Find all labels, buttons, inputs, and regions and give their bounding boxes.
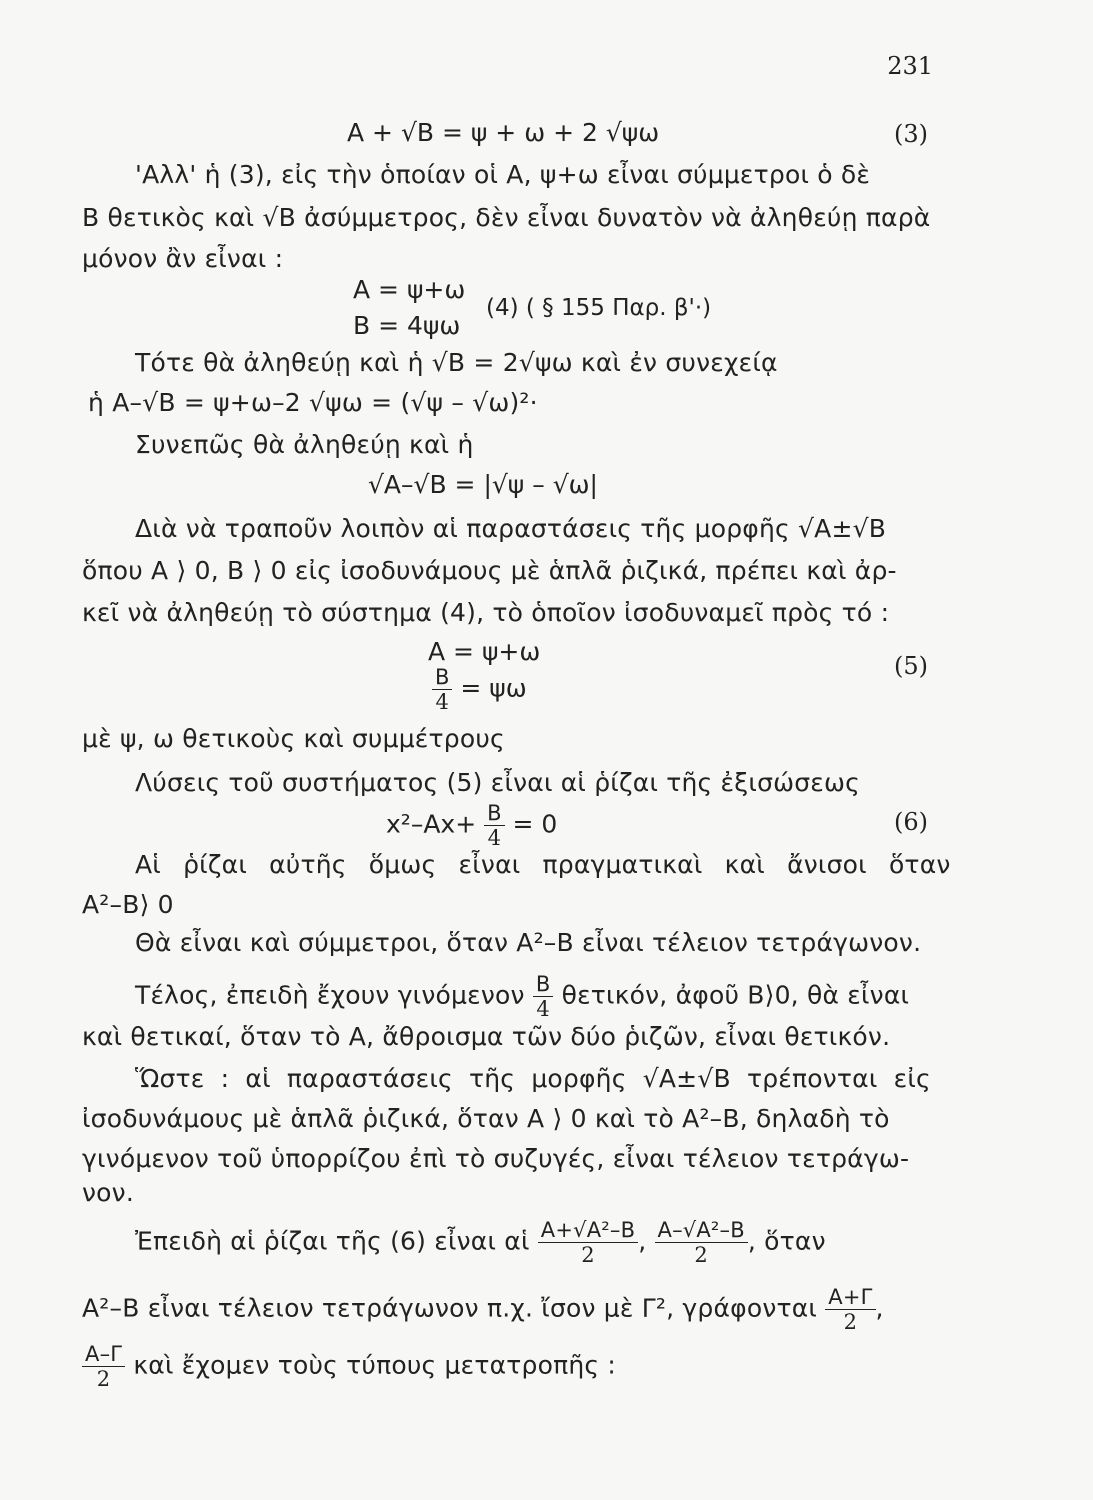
- system-4-line-2: Β = 4ψω: [353, 311, 461, 340]
- fraction: $\frac{B}{4}$: [432, 665, 452, 714]
- fraction: $\frac{\text{Α–√Α²–Β}}{2}$: [655, 1218, 748, 1267]
- text-line: νον.: [82, 1178, 134, 1207]
- text-line: Συνεπῶς θὰ ἀληθεύῃ καὶ ἡ: [135, 430, 474, 459]
- fraction: $\frac{A-\Gamma}{2}$: [82, 1342, 125, 1391]
- system-5-tag: (5): [894, 652, 928, 680]
- text-line: Τέλος, ἐπειδὴ ἔχουν γινόμενον $\frac{B}{4}$ θετικόν, ἀφοῦ Β⟩0, θὰ εἶναι: [135, 972, 910, 1021]
- text-line: Ὥστε : αἱ παραστάσεις τῆς μορφῆς √Α±√Β τρέπονται εἰς: [135, 1064, 931, 1093]
- absolute-equation: √Α–√Β = |√ψ – √ω|: [368, 470, 598, 499]
- fraction: $\frac{\text{Α+√Α²–Β}}{2}$: [538, 1218, 638, 1267]
- equation-3-tag: (3): [894, 120, 928, 148]
- text-line: ὅπου Α ⟩ 0, Β ⟩ 0 εἰς ἰσοδυνάμους μὲ ἁπλᾶ ῥιζικά, πρέπει καὶ ἀρ-: [82, 556, 897, 585]
- text-line: Αἱ ῥίζαι αὐτῆς ὅμως εἶναι πραγματικαὶ καὶ ἄνισοι ὅταν: [135, 850, 951, 879]
- text-line: Θὰ εἶναι καὶ σύμμετροι, ὅταν Α²–Β εἶναι τέλειον τετράγωνον.: [135, 928, 922, 957]
- fraction: $\frac{A+\Gamma}{2}$: [825, 1285, 875, 1334]
- text-line: μὲ ψ, ω θετικοὺς καὶ συμμέτρους: [82, 724, 505, 753]
- text-line: Α²–Β⟩ 0: [82, 890, 174, 919]
- page-number: 231: [887, 52, 933, 80]
- text-line: καὶ θετικαί, ὅταν τὸ Α, ἄθροισμα τῶν δύο ῥιζῶν, εἶναι θετικόν.: [82, 1022, 891, 1051]
- text-line: μόνον ἂν εἶναι :: [82, 244, 284, 273]
- text-line: $\frac{A-\Gamma}{2}$ καὶ ἔχομεν τοὺς τύπους μετατροπῆς :: [82, 1342, 616, 1391]
- equation-6: x²–Αx+ $\frac{B}{4}$ = 0: [386, 801, 558, 850]
- system-5-line-2: $\frac{B}{4}$ = ψω: [432, 665, 527, 714]
- text-line: 'Αλλ' ἡ (3), εἰς τὴν ὁποίαν οἱ Α, ψ+ω εἶναι σύμμετροι ὁ δὲ: [135, 160, 871, 189]
- text-line: Διὰ νὰ τραποῦν λοιπὸν αἱ παραστάσεις τῆς μορφῆς √Α±√Β: [135, 514, 887, 543]
- system-4-line-1: Α = ψ+ω: [353, 275, 466, 304]
- equation-line: ἡ Α–√Β = ψ+ω–2 √ψω = (√ψ – √ω)²·: [88, 388, 538, 417]
- text-line: κεῖ νὰ ἀληθεύῃ τὸ σύστημα (4), τὸ ὁποῖον ἰσοδυναμεῖ πρὸς τό :: [82, 598, 890, 627]
- text-line: Ἐπειδὴ αἱ ῥίζαι τῆς (6) εἶναι αἱ $\frac{\text{Α+√Α²–Β}}{2}$ , $\frac{\text{Α–√Α²–Β}}{2}$ , ὅταν: [135, 1218, 826, 1267]
- text-line: Λύσεις τοῦ συστήματος (5) εἶναι αἱ ῥίζαι τῆς ἐξισώσεως: [135, 768, 861, 797]
- system-4-label: (4) ( § 155 Παρ. β'·): [486, 295, 712, 321]
- text-line: Τότε θὰ ἀληθεύῃ καὶ ἡ √Β = 2√ψω καὶ ἐν συνεχείᾳ: [135, 348, 778, 377]
- fraction: $\frac{B}{4}$: [533, 972, 554, 1021]
- fraction: $\frac{B}{4}$: [484, 801, 504, 850]
- text-line: γινόμενον τοῦ ὑπορρίζου ἐπὶ τὸ συζυγές, εἶναι τέλειον τετράγω-: [82, 1144, 910, 1173]
- equation-3: Α + √Β = ψ + ω + 2 √ψω: [347, 118, 660, 147]
- text-line: Α²–Β εἶναι τέλειον τετράγωνον π.χ. ἴσον μὲ Γ², γράφονται $\frac{A+\Gamma}{2}$ ,: [82, 1285, 884, 1334]
- system-5-line-1: Α = ψ+ω: [428, 637, 541, 666]
- equation-6-tag: (6): [894, 808, 928, 836]
- text-line: ἰσοδυνάμους μὲ ἁπλᾶ ῥιζικά, ὅταν Α ⟩ 0 καὶ τὸ Α²–Β, δηλαδὴ τὸ: [82, 1104, 890, 1133]
- text-line: Β θετικὸς καὶ √Β ἀσύμμετρος, δὲν εἶναι δυνατὸν νὰ ἀληθεύῃ παρὰ: [82, 203, 931, 232]
